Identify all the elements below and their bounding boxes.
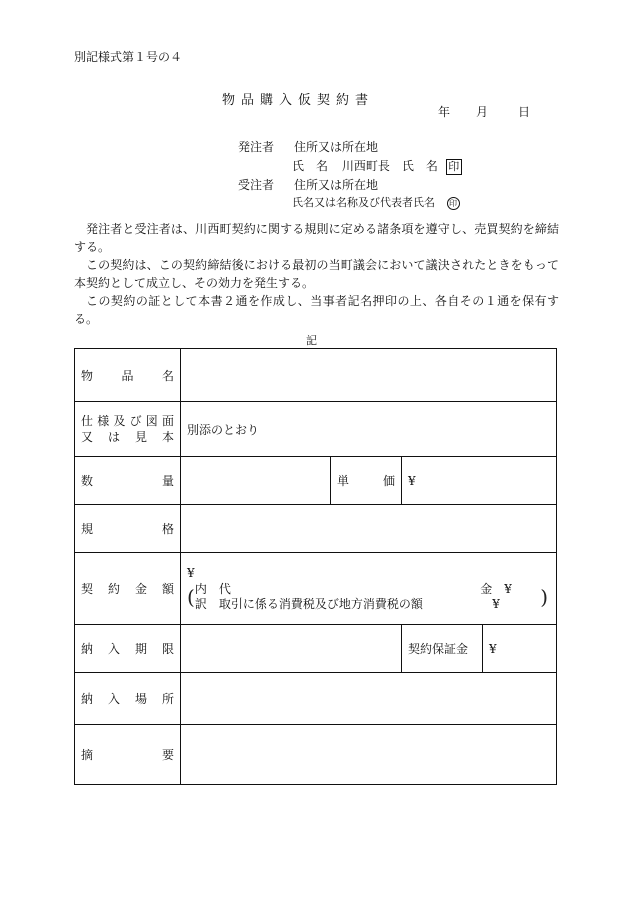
label-spec-line1: 仕 様 及 び 図 面 — [81, 414, 174, 428]
label-contract-amount-text: 契 約 金 額 — [81, 582, 174, 596]
value-remarks[interactable] — [181, 725, 557, 785]
label-unit-price-text: 単 価 — [337, 474, 395, 488]
value-quantity[interactable] — [181, 457, 331, 505]
breakdown-tax-label: 取引に係る消費税及び地方消費税の額 — [218, 596, 423, 611]
breakdown-price-row — [195, 582, 540, 597]
yen-sign: ¥ — [408, 473, 416, 488]
breakdown-block — [187, 582, 548, 612]
label-delivery-period-text: 納 入 期 限 — [81, 642, 174, 656]
date-year: 年 — [438, 105, 451, 119]
date-day: 日 — [518, 105, 531, 119]
row-item-name — [75, 349, 557, 402]
label-remarks — [75, 725, 181, 785]
value-delivery-place[interactable] — [181, 673, 557, 725]
ki-label: 記 — [306, 334, 317, 347]
label-spec-line2: 又 は 見 本 — [81, 430, 174, 444]
value-contract-amount[interactable] — [181, 553, 557, 625]
label-item-name-text: 物 品 名 — [81, 368, 174, 383]
contractor-name-line — [292, 194, 460, 210]
row-delivery-place — [75, 673, 557, 725]
breakdown-price-label: 代 — [218, 581, 231, 596]
label-remarks-text: 摘 要 — [81, 748, 174, 762]
left-bracket: ( — [187, 584, 195, 609]
breakdown-lines — [195, 582, 540, 612]
label-delivery-period — [75, 625, 181, 673]
value-unit-price[interactable] — [402, 457, 557, 505]
label-quantity — [75, 457, 181, 505]
contract-amount-yen: ¥ — [187, 565, 195, 580]
orderer-label: 発注者 — [238, 140, 275, 154]
orderer-address: 住所又は所在地 — [294, 140, 379, 154]
value-spec[interactable]: 別添のとおり — [181, 402, 557, 457]
row-spec — [75, 402, 557, 457]
row-contract-amount — [75, 553, 557, 625]
row-quantity — [75, 457, 557, 505]
orderer-name-label: 氏 名 — [292, 159, 329, 173]
body-paragraph-3: この契約の証として本書２通を作成し、当事者記名押印の上、各自その１通を保有する。 — [74, 294, 559, 326]
contract-body — [74, 220, 559, 328]
label-standard — [75, 505, 181, 553]
label-quantity-text: 数 量 — [81, 474, 174, 488]
label-spec — [75, 402, 181, 457]
deposit-yen: ¥ — [489, 641, 497, 656]
breakdown-tax-yen: ¥ — [492, 596, 500, 611]
value-delivery-period[interactable] — [181, 625, 402, 673]
breakdown-kin: 金 — [480, 581, 493, 596]
breakdown-label-uchi: 内 — [194, 581, 207, 596]
contractor-name: 氏名又は名称及び代表者氏名 — [292, 196, 435, 209]
label-item-name — [75, 349, 181, 402]
label-delivery-place-text: 納 入 場 所 — [81, 692, 174, 706]
label-delivery-place — [75, 673, 181, 725]
breakdown-label-wake: 訳 — [194, 596, 207, 611]
form-code: 別記様式第１号の４ — [74, 50, 183, 64]
orderer-address-line — [238, 138, 378, 155]
orderer-name-line — [292, 157, 462, 175]
orderer-name: 川西町長 氏 名 — [341, 159, 438, 173]
date-line — [438, 103, 530, 120]
contractor-label: 受注者 — [238, 178, 275, 192]
document-title: 物品購入仮契約書 — [222, 93, 375, 108]
date-month: 月 — [476, 105, 489, 119]
body-paragraph-2: この契約は、この契約締結後における最初の当町議会において議決されたときをもって本契約として成立し、その効力を発生する。 — [74, 258, 559, 290]
contractor-address: 住所又は所在地 — [294, 178, 379, 192]
row-delivery-period — [75, 625, 557, 673]
value-item-name[interactable] — [181, 349, 557, 402]
row-remarks — [75, 725, 557, 785]
label-deposit: 契約保証金 — [402, 625, 483, 673]
label-unit-price — [331, 457, 402, 505]
label-standard-text: 規 格 — [81, 522, 174, 536]
breakdown-tax-row — [195, 597, 540, 612]
contractor-seal: 印 — [447, 197, 460, 210]
orderer-seal: 印 — [446, 159, 462, 175]
value-standard[interactable] — [181, 505, 557, 553]
row-standard — [75, 505, 557, 553]
breakdown-price-yen: ¥ — [504, 581, 512, 596]
contract-items-table — [74, 348, 557, 785]
right-bracket: ) — [540, 584, 548, 609]
label-contract-amount — [75, 553, 181, 625]
contractor-address-line — [238, 176, 378, 193]
value-deposit[interactable] — [483, 625, 557, 673]
body-paragraph-1: 発注者と受注者は、川西町契約に関する規則に定める諸条項を遵守し、売買契約を締結する。 — [74, 222, 559, 254]
